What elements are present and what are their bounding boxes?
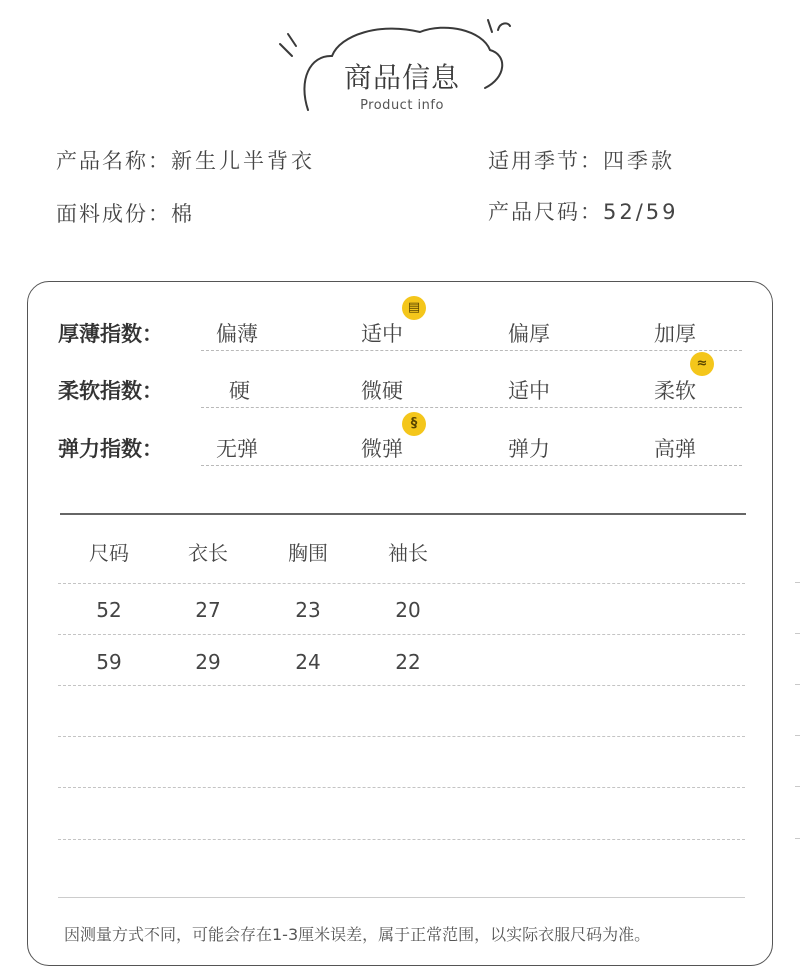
- info-label: 产品尺码：: [488, 200, 603, 224]
- softness-option: 柔软: [654, 379, 696, 403]
- spring-icon: §: [402, 412, 426, 436]
- softness-option: 微硬: [361, 379, 403, 403]
- row-divider: [58, 685, 745, 686]
- edge-mark: [795, 582, 800, 583]
- table-cell: 20: [395, 598, 421, 622]
- edge-mark: [795, 838, 800, 839]
- table-top-rule: [60, 513, 746, 515]
- info-season: [488, 145, 675, 175]
- table-header-length: 衣长: [188, 541, 228, 565]
- row-divider: [58, 583, 745, 584]
- info-label: 产品名称：: [56, 149, 171, 173]
- elasticity-option: 微弹: [361, 437, 403, 461]
- elasticity-option: 高弹: [654, 437, 696, 461]
- table-cell: 59: [96, 650, 122, 674]
- table-header-chest: 胸围: [288, 541, 328, 565]
- edge-mark: [795, 684, 800, 685]
- info-value: 新生儿半背衣: [171, 149, 315, 173]
- page-subtitle: Product info: [360, 98, 444, 113]
- info-value: 52/59: [603, 200, 679, 224]
- header-cloud: [270, 10, 530, 120]
- spec-card: [27, 281, 773, 966]
- softness-option: 适中: [508, 379, 550, 403]
- info-label: 面料成份：: [56, 202, 171, 226]
- info-label: 适用季节：: [488, 149, 603, 173]
- page-title: 商品信息: [343, 61, 460, 94]
- info-value: 棉: [171, 202, 195, 226]
- elasticity-index-label: 弹力指数：: [58, 437, 163, 461]
- row-divider: [58, 736, 745, 737]
- edge-mark: [795, 735, 800, 736]
- table-cell: 27: [195, 598, 221, 622]
- elasticity-option: 弹力: [508, 437, 550, 461]
- table-header-sleeve: 袖长: [388, 541, 428, 565]
- thickness-option: 偏厚: [508, 322, 550, 346]
- thickness-option: 加厚: [654, 322, 696, 346]
- divider: [201, 407, 742, 408]
- divider: [201, 465, 742, 466]
- measurement-note: 因测量方式不同，可能会存在1-3厘米误差，属于正常范围，以实际衣服尺码为准。: [64, 925, 651, 944]
- info-product-name: [56, 145, 315, 175]
- info-size: [488, 196, 679, 226]
- edge-mark: [795, 786, 800, 787]
- table-cell: 52: [96, 598, 122, 622]
- table-cell: 23: [295, 598, 321, 622]
- thickness-option: 偏薄: [216, 322, 258, 346]
- table-header-size: 尺码: [89, 541, 129, 565]
- softness-index-label: 柔软指数：: [58, 379, 163, 403]
- table-cell: 29: [195, 650, 221, 674]
- row-divider: [58, 839, 745, 840]
- elasticity-option: 无弹: [216, 437, 258, 461]
- info-fabric: [56, 198, 195, 228]
- row-divider: [58, 634, 745, 635]
- thickness-index-label: 厚薄指数：: [58, 322, 163, 346]
- info-value: 四季款: [603, 149, 675, 173]
- wave-icon: ≈: [690, 352, 714, 376]
- table-cell: 24: [295, 650, 321, 674]
- divider: [201, 350, 742, 351]
- table-cell: 22: [395, 650, 421, 674]
- ruler-icon: ▤: [402, 296, 426, 320]
- row-divider: [58, 787, 745, 788]
- softness-option: 硬: [229, 379, 250, 403]
- thickness-option: 适中: [361, 322, 403, 346]
- table-bottom-rule: [58, 897, 745, 898]
- edge-mark: [795, 633, 800, 634]
